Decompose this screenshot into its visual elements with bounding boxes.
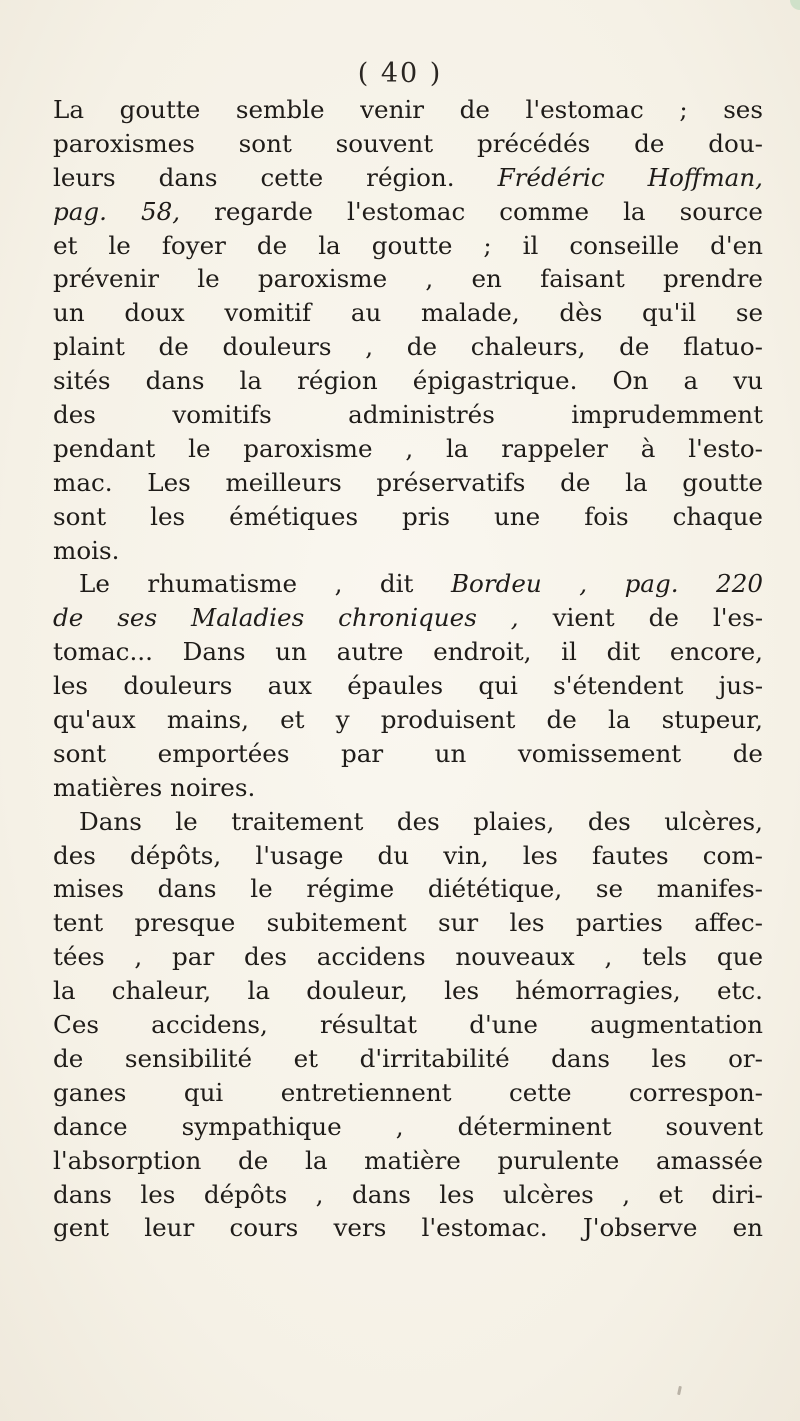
text-span: la chaleur, la douleur, les hémorragies, etc.	[53, 976, 763, 1006]
text-line	[53, 940, 763, 974]
text-line	[53, 195, 763, 229]
text-span: vient de l'es-	[518, 603, 764, 633]
text-line	[53, 296, 763, 330]
text-span: regarde l'estomac comme la source	[180, 196, 763, 226]
text-span: Ces accidens, résultat d'une augmentation	[53, 1010, 763, 1040]
text-span: mac. Les meilleurs préservatifs de la goutte	[53, 467, 763, 497]
text-line	[53, 872, 763, 906]
text-line	[53, 1211, 763, 1245]
text-span: Le rhumatisme , dit	[79, 569, 451, 599]
text-line	[53, 229, 763, 263]
text-line	[53, 703, 763, 737]
text-line	[53, 839, 763, 873]
text-span: prévenir le paroxisme , en faisant prendre	[53, 264, 763, 294]
text-span: les douleurs aux épaules qui s'étendent jus-	[53, 671, 763, 701]
text-span: leurs dans cette région.	[53, 162, 498, 192]
text-span: des dépôts, l'usage du vin, les fautes com-	[53, 840, 763, 870]
text-line	[53, 432, 763, 466]
text-span: Dans le traitement des plaies, des ulcères,	[79, 806, 763, 836]
text-span: dance sympathique , déterminent souvent	[53, 1111, 763, 1141]
text-line	[53, 500, 763, 534]
text-line	[53, 364, 763, 398]
text-line	[53, 127, 763, 161]
text-line	[53, 330, 763, 364]
text-line	[53, 1144, 763, 1178]
text-span: plaint de douleurs , de chaleurs, de flatuo-	[53, 332, 763, 362]
text-line	[53, 1110, 763, 1144]
body-text	[53, 93, 763, 1245]
text-span: tent presque subitement sur les parties affec-	[53, 908, 763, 938]
text-line	[53, 398, 763, 432]
text-line	[53, 737, 763, 771]
ink-speck	[677, 1386, 682, 1395]
text-span: mises dans le régime diététique, se manifes-	[53, 874, 763, 904]
text-span: qu'aux mains, et y produisent de la stupeur,	[53, 705, 763, 735]
text-span: sont emportées par un vomissement de	[53, 738, 763, 768]
text-line	[53, 93, 763, 127]
text-span: matières noires.	[53, 772, 256, 802]
text-span: et le foyer de la goutte ; il conseille d'en	[53, 230, 763, 260]
text-line	[53, 906, 763, 940]
italic-citation: de ses Maladies chroniques ,	[53, 603, 519, 633]
text-span: dans les dépôts , dans les ulcères , et diri-	[53, 1179, 763, 1209]
text-span: mois.	[53, 535, 120, 565]
text-span: ganes qui entretiennent cette correspon-	[53, 1077, 763, 1107]
text-span: sont les émétiques pris une fois chaque	[53, 501, 763, 531]
text-span: pendant le paroxisme , la rappeler à l'esto-	[53, 433, 763, 463]
text-line	[53, 534, 763, 568]
text-line	[53, 635, 763, 669]
text-line	[53, 1076, 763, 1110]
text-line	[53, 974, 763, 1008]
text-line	[53, 771, 763, 805]
text-line	[53, 161, 763, 195]
text-line	[53, 1042, 763, 1076]
text-span: paroxismes sont souvent précédés de dou-	[53, 128, 763, 158]
text-line	[53, 567, 763, 601]
text-span: l'absorption de la matière purulente amassée	[53, 1145, 763, 1175]
text-span: tées , par des accidens nouveaux , tels que	[53, 942, 763, 972]
italic-citation: Frédéric Hoffman,	[497, 162, 763, 192]
text-span: un doux vomitif au malade, dès qu'il se	[53, 298, 763, 328]
text-line	[53, 805, 763, 839]
text-line	[53, 1178, 763, 1212]
text-span: La goutte semble venir de l'estomac ; ses	[53, 95, 763, 124]
text-line	[53, 466, 763, 500]
text-span: de sensibilité et d'irritabilité dans les or-	[53, 1043, 763, 1073]
italic-citation: pag. 58,	[53, 196, 181, 226]
page-corner-stain	[790, 0, 800, 10]
page-number: ( 40 )	[357, 58, 443, 89]
text-span: tomac... Dans un autre endroit, il dit encore,	[53, 637, 763, 667]
text-span: sités dans la région épigastrique. On a vu	[53, 366, 763, 396]
italic-citation: Bordeu , pag. 220	[450, 569, 763, 599]
text-span: des vomitifs administrés imprudemment	[53, 400, 763, 430]
text-line	[53, 262, 763, 296]
text-line	[53, 669, 763, 703]
text-span: gent leur cours vers l'estomac. J'observe en	[53, 1213, 763, 1243]
text-line	[53, 1008, 763, 1042]
text-line	[53, 601, 763, 635]
